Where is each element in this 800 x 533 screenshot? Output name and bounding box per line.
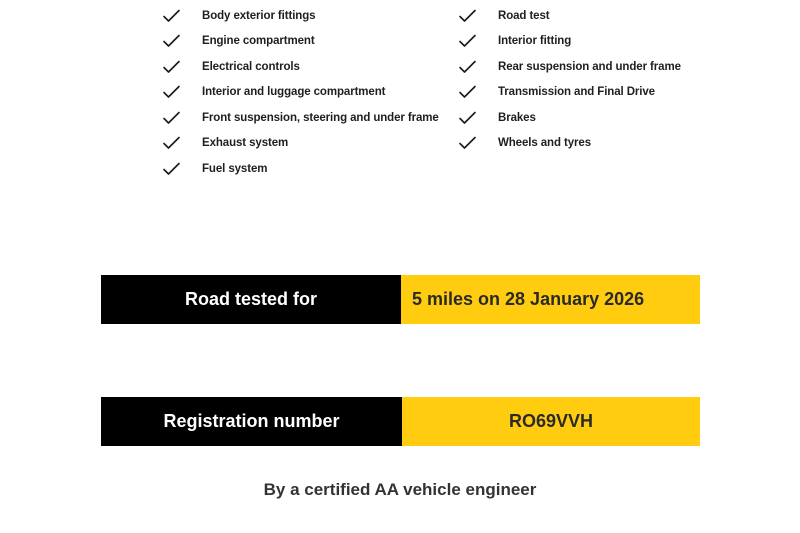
checklist-item [162,156,439,182]
checkmark-icon [458,60,478,74]
registration-bar [101,397,700,446]
checklist-item-label: Interior and luggage compartment [202,86,386,99]
checkmark-icon [162,111,182,125]
checklist-item-label: Exhaust system [202,137,289,150]
checklist-item [162,105,439,131]
checklist-item-label: Transmission and Final Drive [498,86,655,99]
checkmark-icon [458,85,478,99]
checkmark-icon [458,111,478,125]
checkmark-icon [162,60,182,74]
checklist-item [162,54,439,80]
checklist-item-label: Road test [498,9,550,22]
checklist-item-label: Brakes [498,111,536,124]
checklist-item-label: Electrical controls [202,60,300,73]
checklist-item [458,131,681,157]
registration-label: Registration number [101,397,402,446]
checklist-item-label: Front suspension, steering and under frame [202,111,439,124]
inspection-checklist-right [458,3,681,156]
road-test-bar [101,275,700,324]
checklist-item-label: Rear suspension and under frame [498,60,681,73]
checklist-item-label: Engine compartment [202,35,315,48]
checkmark-icon [162,85,182,99]
checkmark-icon [162,136,182,150]
checklist-item [458,29,681,55]
registration-value: RO69VVH [402,397,700,446]
engineer-certification-note: By a certified AA vehicle engineer [263,480,537,499]
road-test-label: Road tested for [101,275,401,324]
checklist-item [162,3,439,29]
inspection-checklist-left [162,3,439,182]
checklist-item [458,54,681,80]
checklist-item-label: Interior fitting [498,35,572,48]
checklist-item-label: Body exterior fittings [202,9,316,22]
checklist-item-label: Fuel system [202,162,268,175]
checkmark-icon [162,162,182,176]
checklist-item [162,29,439,55]
checkmark-icon [458,136,478,150]
checklist-item [162,131,439,157]
checkmark-icon [458,9,478,23]
checklist-item [458,105,681,131]
checkmark-icon [458,34,478,48]
checkmark-icon [162,9,182,23]
checklist-item-label: Wheels and tyres [498,137,591,150]
checklist-item [458,3,681,29]
checkmark-icon [162,34,182,48]
checklist-item [162,80,439,106]
road-test-value: 5 miles on 28 January 2026 [401,275,700,324]
checklist-item [458,80,681,106]
